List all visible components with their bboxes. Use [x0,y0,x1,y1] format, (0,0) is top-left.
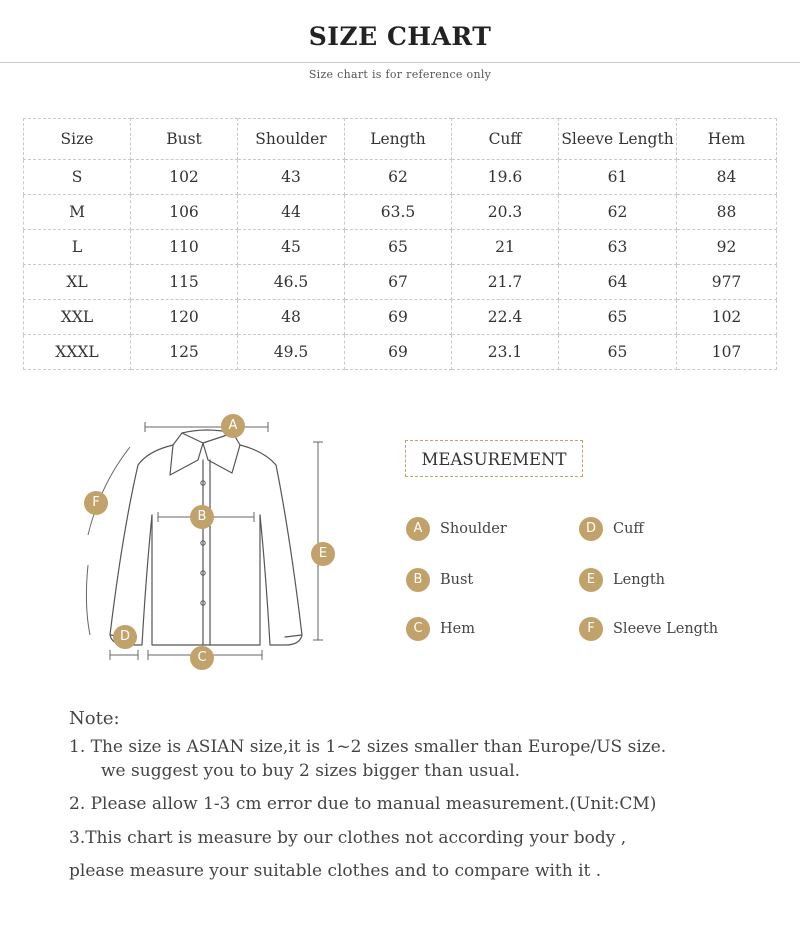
note-line: please measure your suitable clothes and to compare with it . [69,861,602,881]
table-cell: XXL [24,300,131,335]
table-cell: 84 [677,160,777,195]
marker-c-icon: C [190,646,214,670]
table-cell: 67 [345,265,452,300]
table-cell: 43 [238,160,345,195]
table-cell: 45 [238,230,345,265]
marker-a-icon: A [406,517,430,541]
measurement-title: MEASUREMENT [405,440,583,477]
legend-label: Sleeve Length [613,621,719,637]
marker-d-icon: D [579,517,603,541]
note-line: we suggest you to buy 2 sizes bigger than usual. [101,761,521,781]
legend-item-shoulder [406,517,507,541]
table-cell: 61 [559,160,677,195]
table-row [24,335,777,370]
table-cell: L [24,230,131,265]
table-cell: 107 [677,335,777,370]
marker-a-icon: A [221,414,245,438]
table-cell: 65 [559,335,677,370]
table-cell: 102 [131,160,238,195]
table-cell: 48 [238,300,345,335]
legend-label: Bust [440,572,474,588]
table-cell: 23.1 [452,335,559,370]
table-cell: 21 [452,230,559,265]
legend-item-bust [406,568,473,592]
table-cell: 62 [559,195,677,230]
table-row [24,160,777,195]
legend-item-length [579,568,665,592]
table-header-row [24,119,777,160]
table-cell: 92 [677,230,777,265]
column-header: Hem [677,119,777,160]
table-cell: 19.6 [452,160,559,195]
table-cell: M [24,195,131,230]
table-cell: 63 [559,230,677,265]
table-cell: 22.4 [452,300,559,335]
marker-f-icon: F [579,617,603,641]
note-line: 3.This chart is measure by our clothes not according your body , [69,828,627,848]
page-subtitle: Size chart is for reference only [308,68,492,81]
table-cell: 64 [559,265,677,300]
table-cell: 977 [677,265,777,300]
marker-f-icon: F [84,491,108,515]
table-cell: 120 [131,300,238,335]
table-cell: 110 [131,230,238,265]
legend-label: Length [613,572,665,588]
table-cell: 88 [677,195,777,230]
note-line: 1. The size is ASIAN size,it is 1~2 sizes smaller than Europe/US size. [69,737,667,757]
legend-label: Shoulder [440,521,507,537]
table-cell: 65 [345,230,452,265]
table-cell: 65 [559,300,677,335]
table-row [24,265,777,300]
title-divider [0,62,800,63]
marker-e-icon: E [311,542,335,566]
table-cell: XL [24,265,131,300]
table-cell: 49.5 [238,335,345,370]
table-row [24,230,777,265]
table-cell: S [24,160,131,195]
legend-item-sleeve-length [579,617,718,641]
table-cell: 21.7 [452,265,559,300]
table-cell: 62 [345,160,452,195]
column-header: Shoulder [238,119,345,160]
marker-d-icon: D [113,625,137,649]
legend-label: Cuff [613,521,644,537]
legend-item-cuff [579,517,644,541]
table-cell: 44 [238,195,345,230]
table-cell: 115 [131,265,238,300]
table-cell: 69 [345,300,452,335]
table-cell: 46.5 [238,265,345,300]
table-row [24,195,777,230]
shirt-diagram [70,405,370,685]
table-cell: 125 [131,335,238,370]
notes-heading: Note: [69,708,120,729]
marker-e-icon: E [579,568,603,592]
legend-label: Hem [440,621,475,637]
table-cell: 63.5 [345,195,452,230]
page-title: SIZE CHART [308,22,492,51]
table-cell: 102 [677,300,777,335]
table-row [24,300,777,335]
column-header: Length [345,119,452,160]
table-cell: 20.3 [452,195,559,230]
legend-item-hem [406,617,475,641]
column-header: Cuff [452,119,559,160]
size-table [23,118,777,370]
marker-c-icon: C [406,617,430,641]
table-cell: XXXL [24,335,131,370]
table-cell: 106 [131,195,238,230]
table-cell: 69 [345,335,452,370]
note-line: 2. Please allow 1-3 cm error due to manual measurement.(Unit:CM) [69,794,657,814]
marker-b-icon: B [406,568,430,592]
column-header: Bust [131,119,238,160]
marker-b-icon: B [190,505,214,529]
column-header: Size [24,119,131,160]
column-header: Sleeve Length [559,119,677,160]
